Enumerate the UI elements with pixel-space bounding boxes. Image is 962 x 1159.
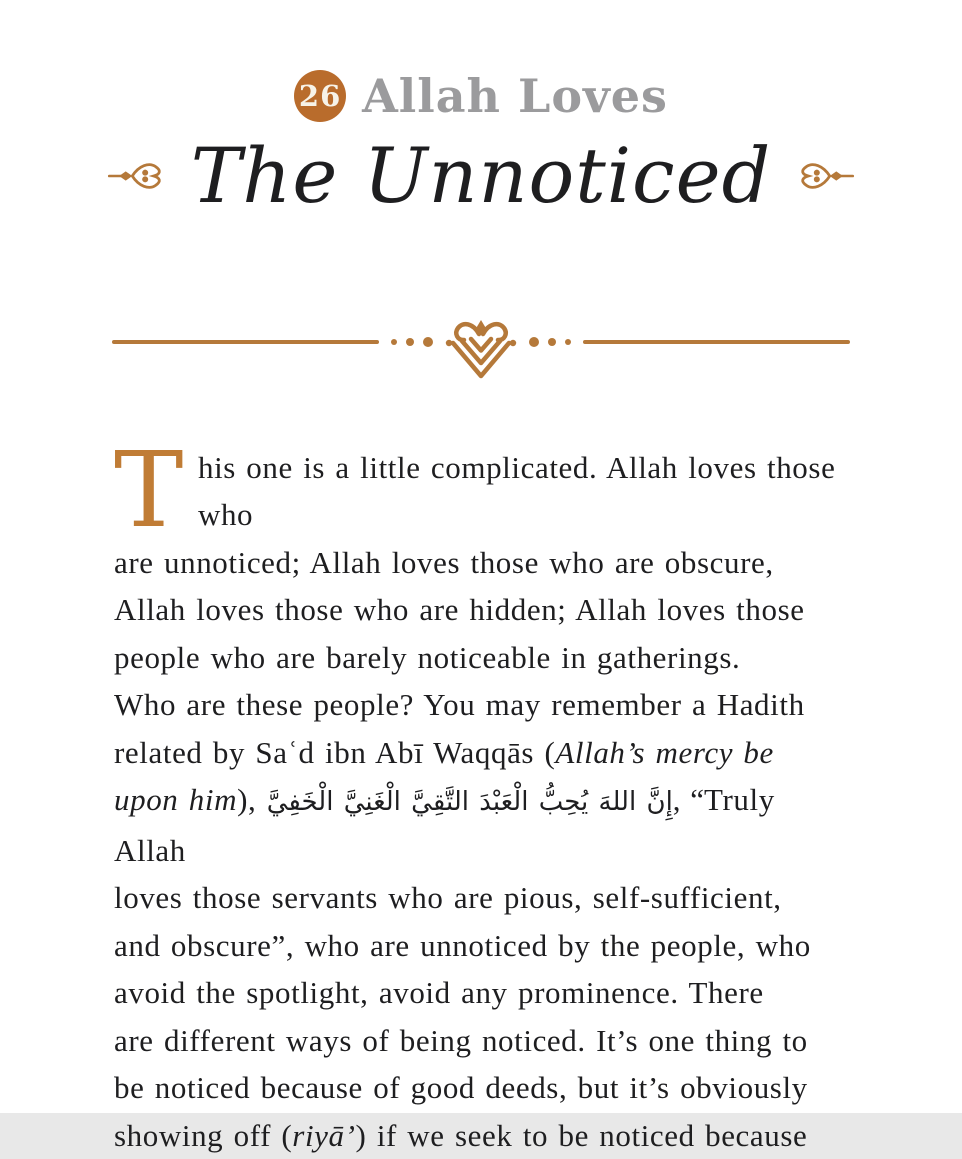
dot-icon (391, 339, 397, 345)
body-line: Who are these people? You may remember a Hadith (114, 687, 805, 723)
title-row (0, 131, 962, 220)
chapter-number-badge (294, 70, 346, 122)
drop-cap: T (114, 428, 184, 551)
divider-line-left (112, 340, 379, 344)
dot-icon (565, 339, 571, 345)
body-line: and obscure”, who are unnoticed by the people, who (114, 927, 811, 963)
body-line: related by Saʿd ibn Abī Waqqās ( (114, 734, 556, 770)
body-line: be noticed because of good deeds, but it’s obviously (114, 1070, 808, 1106)
divider-dots-left (391, 337, 433, 347)
divider-dots-right (529, 337, 571, 347)
body-line: loves those servants who are pious, self-sufficient, (114, 880, 782, 916)
badge-row (0, 70, 962, 122)
body-line: are different ways of being noticed. It’s one thing to (114, 1022, 808, 1058)
divider-line-right (583, 340, 850, 344)
body-line: ), (237, 782, 267, 818)
chapter-number: 26 (298, 79, 342, 113)
dot-icon (548, 338, 556, 346)
body-line: his one is a little complicated. Allah loves those who (197, 449, 846, 533)
dot-icon (406, 338, 414, 346)
fleuron-right-icon (797, 158, 855, 194)
series-title: Allah Loves (362, 69, 668, 123)
dot-icon (529, 337, 539, 347)
section-divider (112, 302, 850, 382)
body-line: , “Truly Allah (114, 782, 784, 868)
chapter-header (0, 0, 962, 220)
body-line-italic: riyā’ (292, 1117, 356, 1153)
body-line: are unnoticed; Allah loves those who are obscure, (114, 544, 774, 580)
chapter-paragraph (114, 428, 852, 1159)
hadith-arabic-text: إِنَّ اللهَ يُحِبُّ الْعَبْدَ التَّقِيَّ الْغَنِيَّ الْخَفِيَّ (266, 787, 673, 818)
dot-icon (423, 337, 433, 347)
fleuron-left-icon (107, 158, 165, 194)
body-line: people who are barely noticeable in gatherings. (114, 639, 741, 675)
body-line: Allah loves those who are hidden; Allah loves those (114, 592, 805, 628)
body-line-italic: upon him (114, 782, 238, 818)
lotus-heart-ornament-icon (445, 318, 517, 382)
chapter-title: The Unnoticed (190, 131, 772, 220)
body-line: showing off ( (114, 1117, 293, 1153)
body-line: ) if we seek to be noticed because (355, 1117, 808, 1153)
body-line: avoid the spotlight, avoid any prominence. There (114, 975, 764, 1011)
body-line-italic: Allah’s mercy be (555, 734, 774, 770)
